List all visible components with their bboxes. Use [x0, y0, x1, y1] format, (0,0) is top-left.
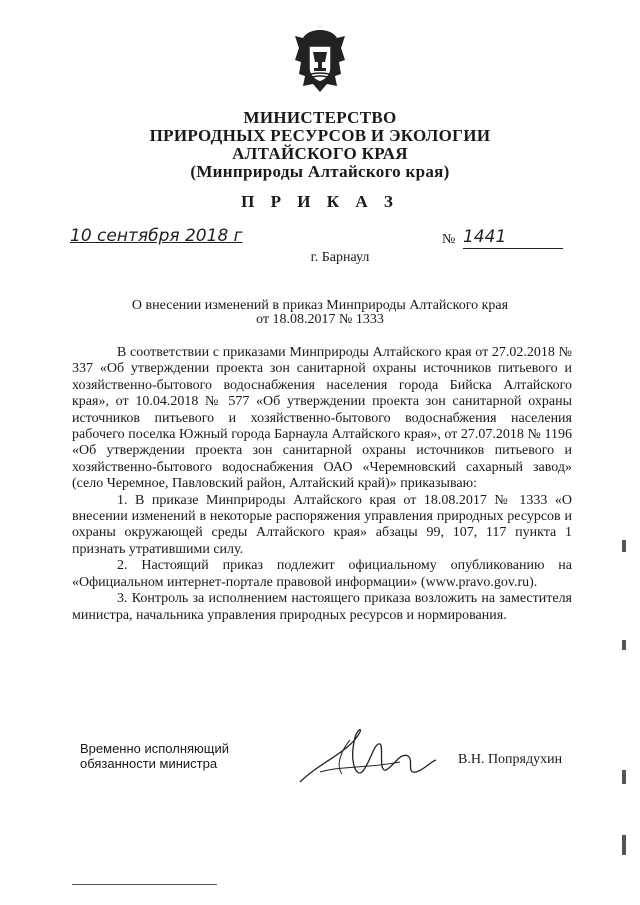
order-number-label: № [442, 232, 456, 247]
order-subject [110, 299, 530, 327]
body-paragraph-item-1: 1. В приказе Минприроды Алтайского края от 18.08.2017 № 1333 «О внесении изменений в некоторые распоряжения управления природных ресурсов и охраны окружающей среды Алтайского края» абзацы 99, 107, 117 пункта 1 признать утратившими силу. [72, 492, 572, 557]
ministry-short-name: (Минприроды Алтайского края) [190, 162, 450, 181]
order-date-handwritten: 10 сентября 2018 г [70, 226, 243, 246]
order-number-handwritten: 1441 [463, 226, 563, 249]
scan-edge-mark [622, 540, 626, 552]
scan-edge-mark [622, 640, 626, 650]
body-paragraph-preamble: В соответствии с приказами Минприроды Алтайского края от 27.02.2018 № 337 «Об утверждении проекта зон санитарной охраны источников питьевого и хозяйственно-бытового водоснабжения населения города Бийска Алтайского края», от 10.04.2018 № 577 «Об утверждении проекта зон санитарной охраны источников питьевого и хозяйственно-бытового водоснабжения населения рабочего поселка Южный города Барнаула Алтайского края», от 27.07.2018 № 1196 «Об утверждении проекта зон санитарной охраны источников питьевого и хозяйственно-бытового водоснабжения ОАО «Черемновский сахарный завод» (село Черемное, Павловский район, Алтайский край)» приказываю: [72, 345, 572, 492]
signatory-name: В.Н. Попрядухин [458, 752, 563, 767]
ministry-name-line2: ПРИРОДНЫХ РЕСУРСОВ И ЭКОЛОГИИ [149, 126, 491, 145]
coat-of-arms-emblem [291, 28, 349, 94]
body-paragraph-item-3: 3. Контроль за исполнением настоящего приказа возложить на заместителя министра, начальника управления природных ресурсов и нормирования. [72, 591, 572, 623]
ministry-name-line3: АЛТАЙСКОГО КРАЯ [232, 144, 408, 163]
handwritten-signature [290, 722, 440, 792]
footer-divider [72, 884, 217, 885]
order-body [72, 345, 572, 624]
ministry-name-line1: МИНИСТЕРСТВО [243, 108, 397, 127]
signatory-role-line2: обязанности министра [80, 756, 218, 771]
order-title: П Р И К А З [241, 192, 399, 211]
subject-line1: О внесении изменений в приказ Минприроды Алтайского края [131, 298, 509, 313]
signatory-role-line1: Временно исполняющий [80, 741, 230, 756]
signatory-role [80, 741, 229, 771]
scan-edge-mark [622, 770, 626, 784]
order-city: г. Барнаул [310, 250, 370, 265]
subject-line2: от 18.08.2017 № 1333 [256, 312, 384, 327]
scan-edge-mark [622, 835, 626, 855]
body-paragraph-item-2: 2. Настоящий приказ подлежит официальному опубликованию на «Официальном интернет-портале правовой информации» (www.pravo.gov.ru). [72, 558, 572, 590]
